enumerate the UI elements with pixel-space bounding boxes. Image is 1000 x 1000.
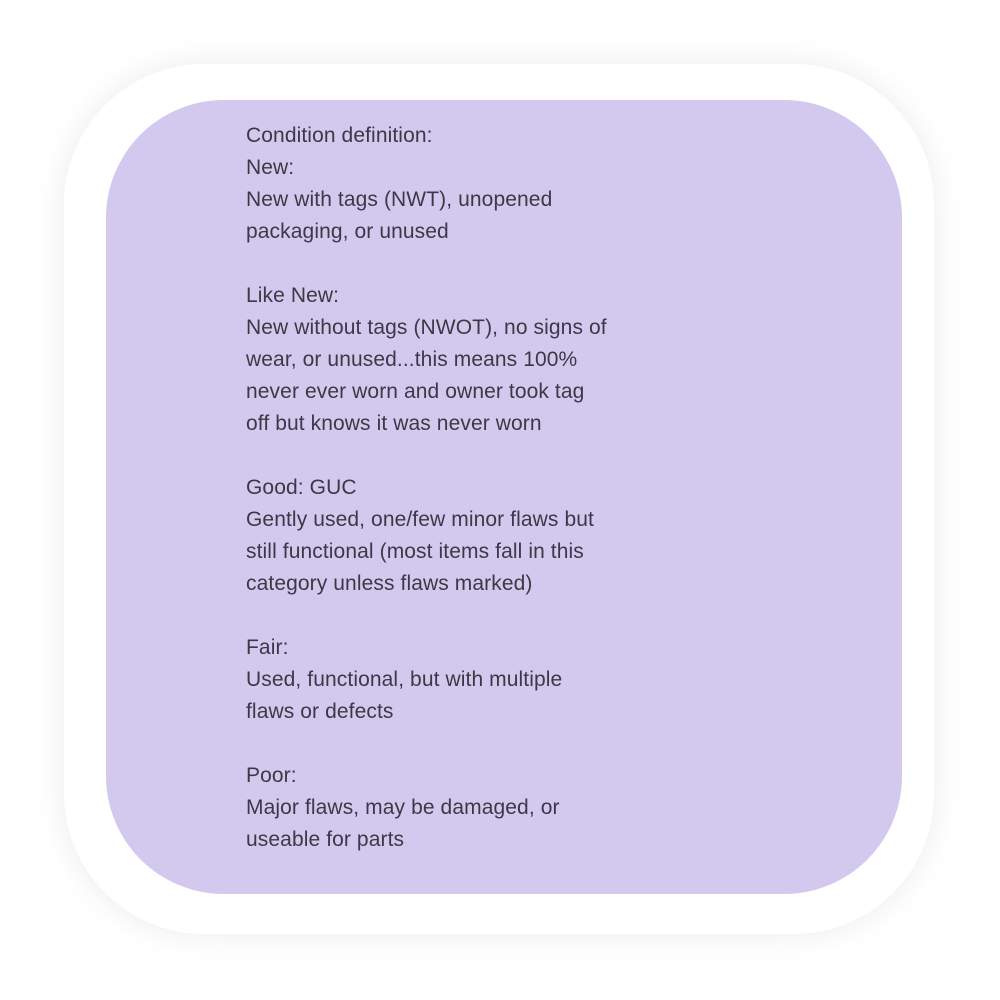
spacer bbox=[246, 440, 806, 472]
condition-definition-text bbox=[246, 120, 806, 856]
section-title-fair: Fair: bbox=[246, 636, 289, 659]
spacer bbox=[246, 248, 806, 280]
section-line: packaging, or unused bbox=[246, 220, 449, 243]
section-line: flaws or defects bbox=[246, 700, 394, 723]
section-title-good: Good: GUC bbox=[246, 476, 357, 499]
spacer bbox=[246, 728, 806, 760]
section-title-like-new: Like New: bbox=[246, 284, 340, 307]
section-title-poor: Poor: bbox=[246, 764, 297, 787]
section-line: off but knows it was never worn bbox=[246, 412, 542, 435]
section-title-new: New: bbox=[246, 156, 295, 179]
section-line: useable for parts bbox=[246, 828, 405, 851]
section-line: Used, functional, but with multiple bbox=[246, 668, 563, 691]
section-line: still functional (most items fall in this bbox=[246, 540, 584, 563]
section-line: Major flaws, may be damaged, or bbox=[246, 796, 560, 819]
section-line: Gently used, one/few minor flaws but bbox=[246, 508, 594, 531]
section-line: never ever worn and owner took tag bbox=[246, 380, 585, 403]
spacer bbox=[246, 600, 806, 632]
heading: Condition definition: bbox=[246, 124, 433, 147]
section-line: New without tags (NWOT), no signs of bbox=[246, 316, 607, 339]
section-line: category unless flaws marked) bbox=[246, 572, 533, 595]
section-line: wear, or unused...this means 100% bbox=[246, 348, 578, 371]
section-line: New with tags (NWT), unopened bbox=[246, 188, 553, 211]
